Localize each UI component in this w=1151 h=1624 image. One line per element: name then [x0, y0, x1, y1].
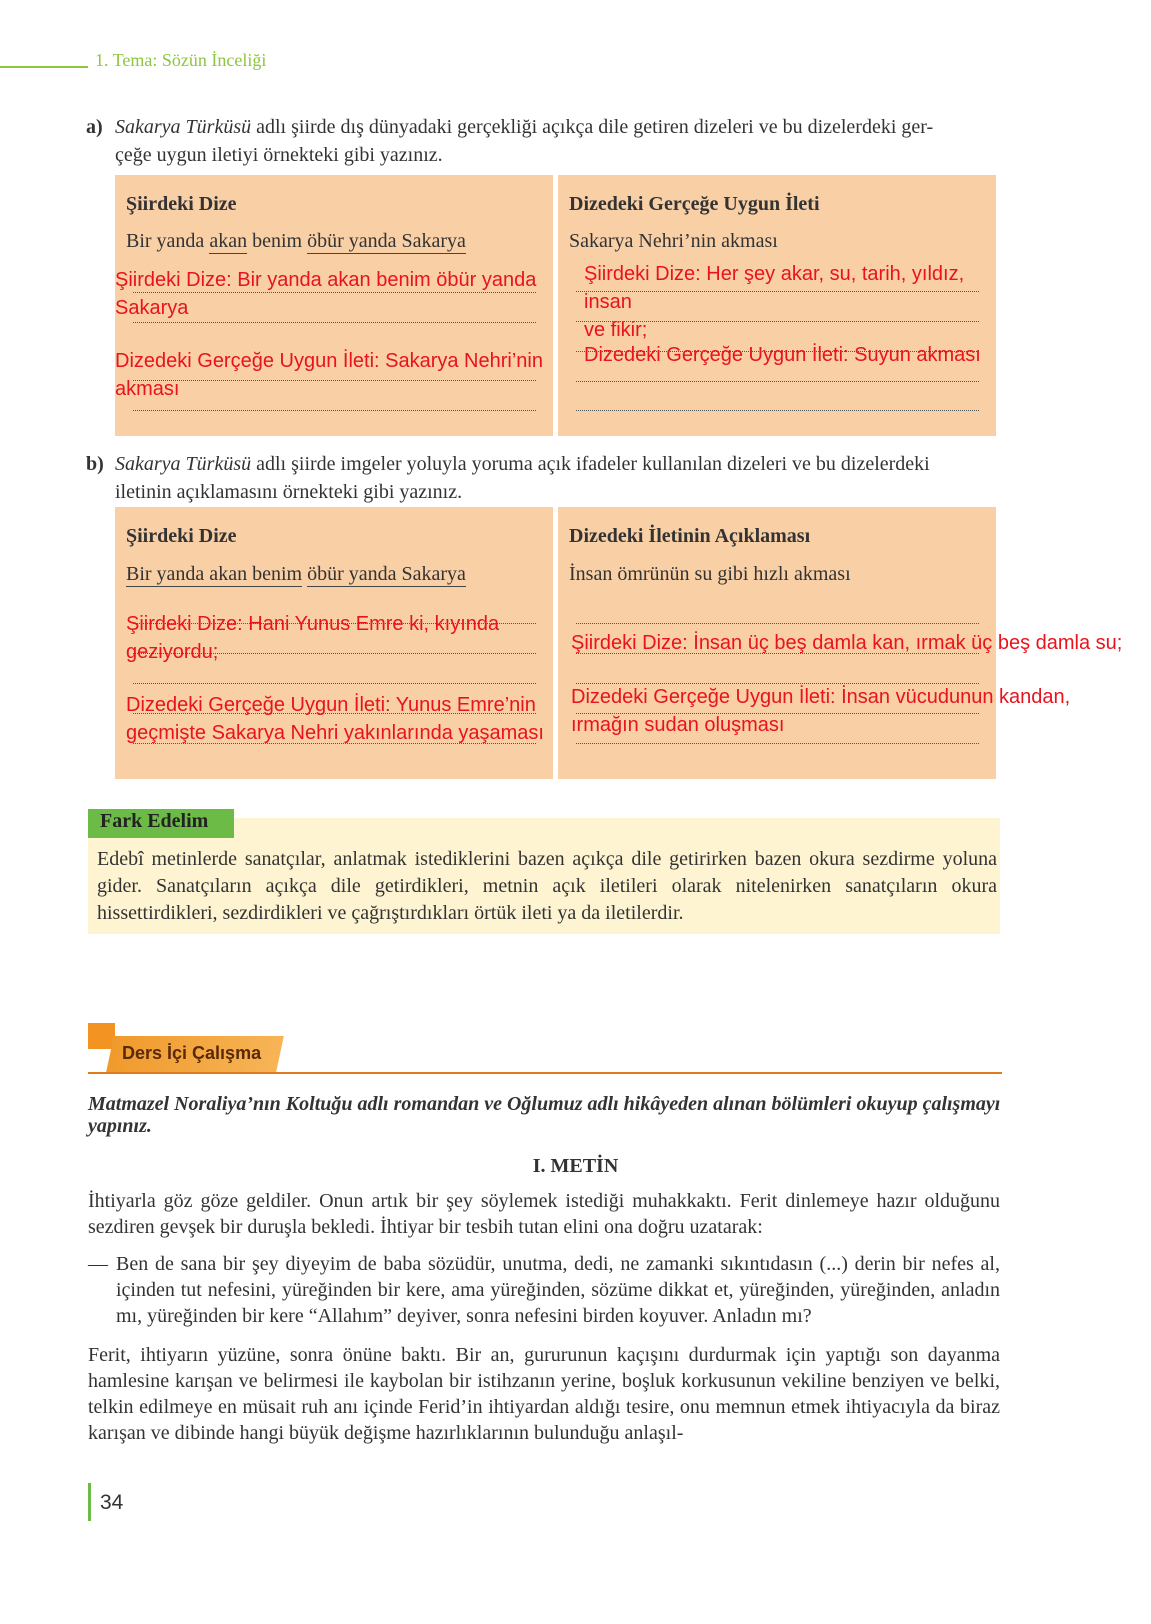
- dotted-line: [576, 410, 979, 411]
- dialogue: Ben de sana bir şey diyeyim de baba sözüdür, unutma, dedi, ne zamanki sıkıntıdasın (...) derin bir nefes al, içinden tut nefesini, yüreğinden bir kere, ama yüreğinden, sözüme dikkat et, yüreğinden, yüreğinden, anladın mı, yüreğinden bir kere “Allahım” deyiver, sonra nefesini birden koyuver. Anladın mı?: [116, 1253, 1000, 1327]
- panel-a-left-example: Bir yanda akan benim öbür yanda Sakarya: [126, 230, 466, 252]
- panel-b-left-example: Bir yanda akan benim öbür yanda Sakarya: [126, 563, 466, 585]
- instruction: Matmazel Noraliya’nın Koltuğu adlı romandan ve Oğlumuz adlı hikâyeden alınan bölümleri okuyup çalışmayı yapınız.: [88, 1093, 1001, 1137]
- handwritten-answer: Şiirdeki Dize: Hani Yunus Emre ki, kıyında geziyordu;: [126, 613, 500, 663]
- panel-a-right-heading: Dizedeki Gerçeğe Uygun İleti: [569, 193, 820, 215]
- page-number-bar: [88, 1483, 91, 1521]
- dotted-line: [133, 322, 536, 323]
- fark-edelim-text: Edebî metinlerde sanatçılar, anlatmak istediklerini bazen açıkça dile getirirken bazen okura sezdirme yoluna gider. Sanatçıların açıkça dile getirdikleri, metnin açık iletileri olarak nitelenirken sanatçıların okura hissettirdikleri, sezdirdikleri ve çağrıştırdıkları örtük ileti ya da iletilerdir.: [97, 848, 997, 924]
- theme-title: 1. Tema: Sözün İnceliği: [95, 50, 267, 70]
- handwritten-answer: Şiirdeki Dize: Her şey akar, su, tarih, yıldız, insan ve fikir;: [584, 263, 965, 341]
- handwritten-answer: Dizedeki Gerçeğe Uygun İleti: Sakarya Nehri’nin akması: [115, 350, 543, 400]
- panel-b-right-heading: Dizedeki İletinin Açıklaması: [569, 525, 811, 547]
- question-a-text-1: adlı şiirde dış dünyadaki gerçekliği açıkça dile getiren dizeleri ve bu dizelerdeki ger-: [251, 116, 934, 138]
- question-a: [86, 113, 1001, 169]
- handwritten-answer: Dizedeki Gerçeğe Uygun İleti: İnsan vücudunun kandan, ırmağın sudan oluşması: [571, 686, 1071, 736]
- ders-ici-rule: [88, 1072, 1002, 1074]
- panel-b-left-heading: Şiirdeki Dize: [126, 525, 237, 547]
- header-rule: [0, 66, 88, 68]
- paragraph-1: İhtiyarla göz göze geldiler. Onun artık bir şey söylemek istediği muhakkaktı. Ferit dinlemeye hazır olduğunu sezdiren gevşek bir duruşla bekledi. İhtiyar bir tesbih tutan elini ona doğru uzatarak:: [88, 1190, 1000, 1238]
- paragraph-2: Ferit, ihtiyarın yüzüne, sonra önüne baktı. Bir an, gururunun kaçışını durdurmak için yaptığı son dayanma hamlesine karışan ve belirmesi ile kaybolan bir istihzanın yerine, boşluk korkusunun vekiline benziyen ve belki, telkin edilmeye en müsait ruh anı içinde Ferid’in ihtiyardan aldığı tesire, onu memnun etmek ihtiyacıyla da biraz karışan ve dibinde hangi büyük değişme hazırlıklarının bulunduğu anlaşıl-: [88, 1344, 1000, 1444]
- question-a-label: a): [86, 116, 103, 138]
- question-a-text-2: çeğe uygun iletiyi örnekteki gibi yazınız.: [115, 144, 443, 166]
- handwritten-answer: Şiirdeki Dize: İnsan üç beş damla kan, ırmak üç beş damla su;: [571, 632, 1123, 654]
- ders-ici-title: Ders İçi Çalışma: [122, 1043, 262, 1063]
- question-b-label: b): [86, 453, 104, 475]
- panel-a-left-heading: Şiirdeki Dize: [126, 193, 237, 215]
- handwritten-answer: Dizedeki Gerçeğe Uygun İleti: Suyun akması: [584, 344, 981, 366]
- panel-b-right-example: İnsan ömrünün su gibi hızlı akması: [569, 563, 851, 585]
- handwritten-answer: Şiirdeki Dize: Bir yanda akan benim öbür yanda Sakarya: [115, 269, 537, 319]
- dotted-line: [576, 381, 979, 382]
- question-b: [86, 450, 1001, 506]
- section-heading: I. METİN: [532, 1155, 619, 1177]
- fark-edelim-title: Fark Edelim: [100, 810, 209, 832]
- poem-title: Sakarya Türküsü: [115, 116, 252, 138]
- dotted-line: [576, 743, 979, 744]
- question-b-text-2: iletinin açıklamasını örnekteki gibi yazınız.: [115, 481, 463, 503]
- dotted-line: [133, 683, 536, 684]
- dialogue-dash: —: [88, 1253, 108, 1275]
- page-number: 34: [100, 1491, 124, 1514]
- handwritten-answer: Dizedeki Gerçeğe Uygun İleti: Yunus Emre’nin geçmişte Sakarya Nehri yakınlarında yaşaması: [126, 694, 544, 744]
- dotted-line: [576, 623, 979, 624]
- question-b-text-1: adlı şiirde imgeler yoluyla yoruma açık ifadeler kullanılan dizeleri ve bu dizelerdeki: [251, 453, 930, 475]
- panel-a-right-example: Sakarya Nehri’nin akması: [569, 230, 778, 252]
- poem-title: Sakarya Türküsü: [115, 453, 252, 475]
- dotted-line: [133, 410, 536, 411]
